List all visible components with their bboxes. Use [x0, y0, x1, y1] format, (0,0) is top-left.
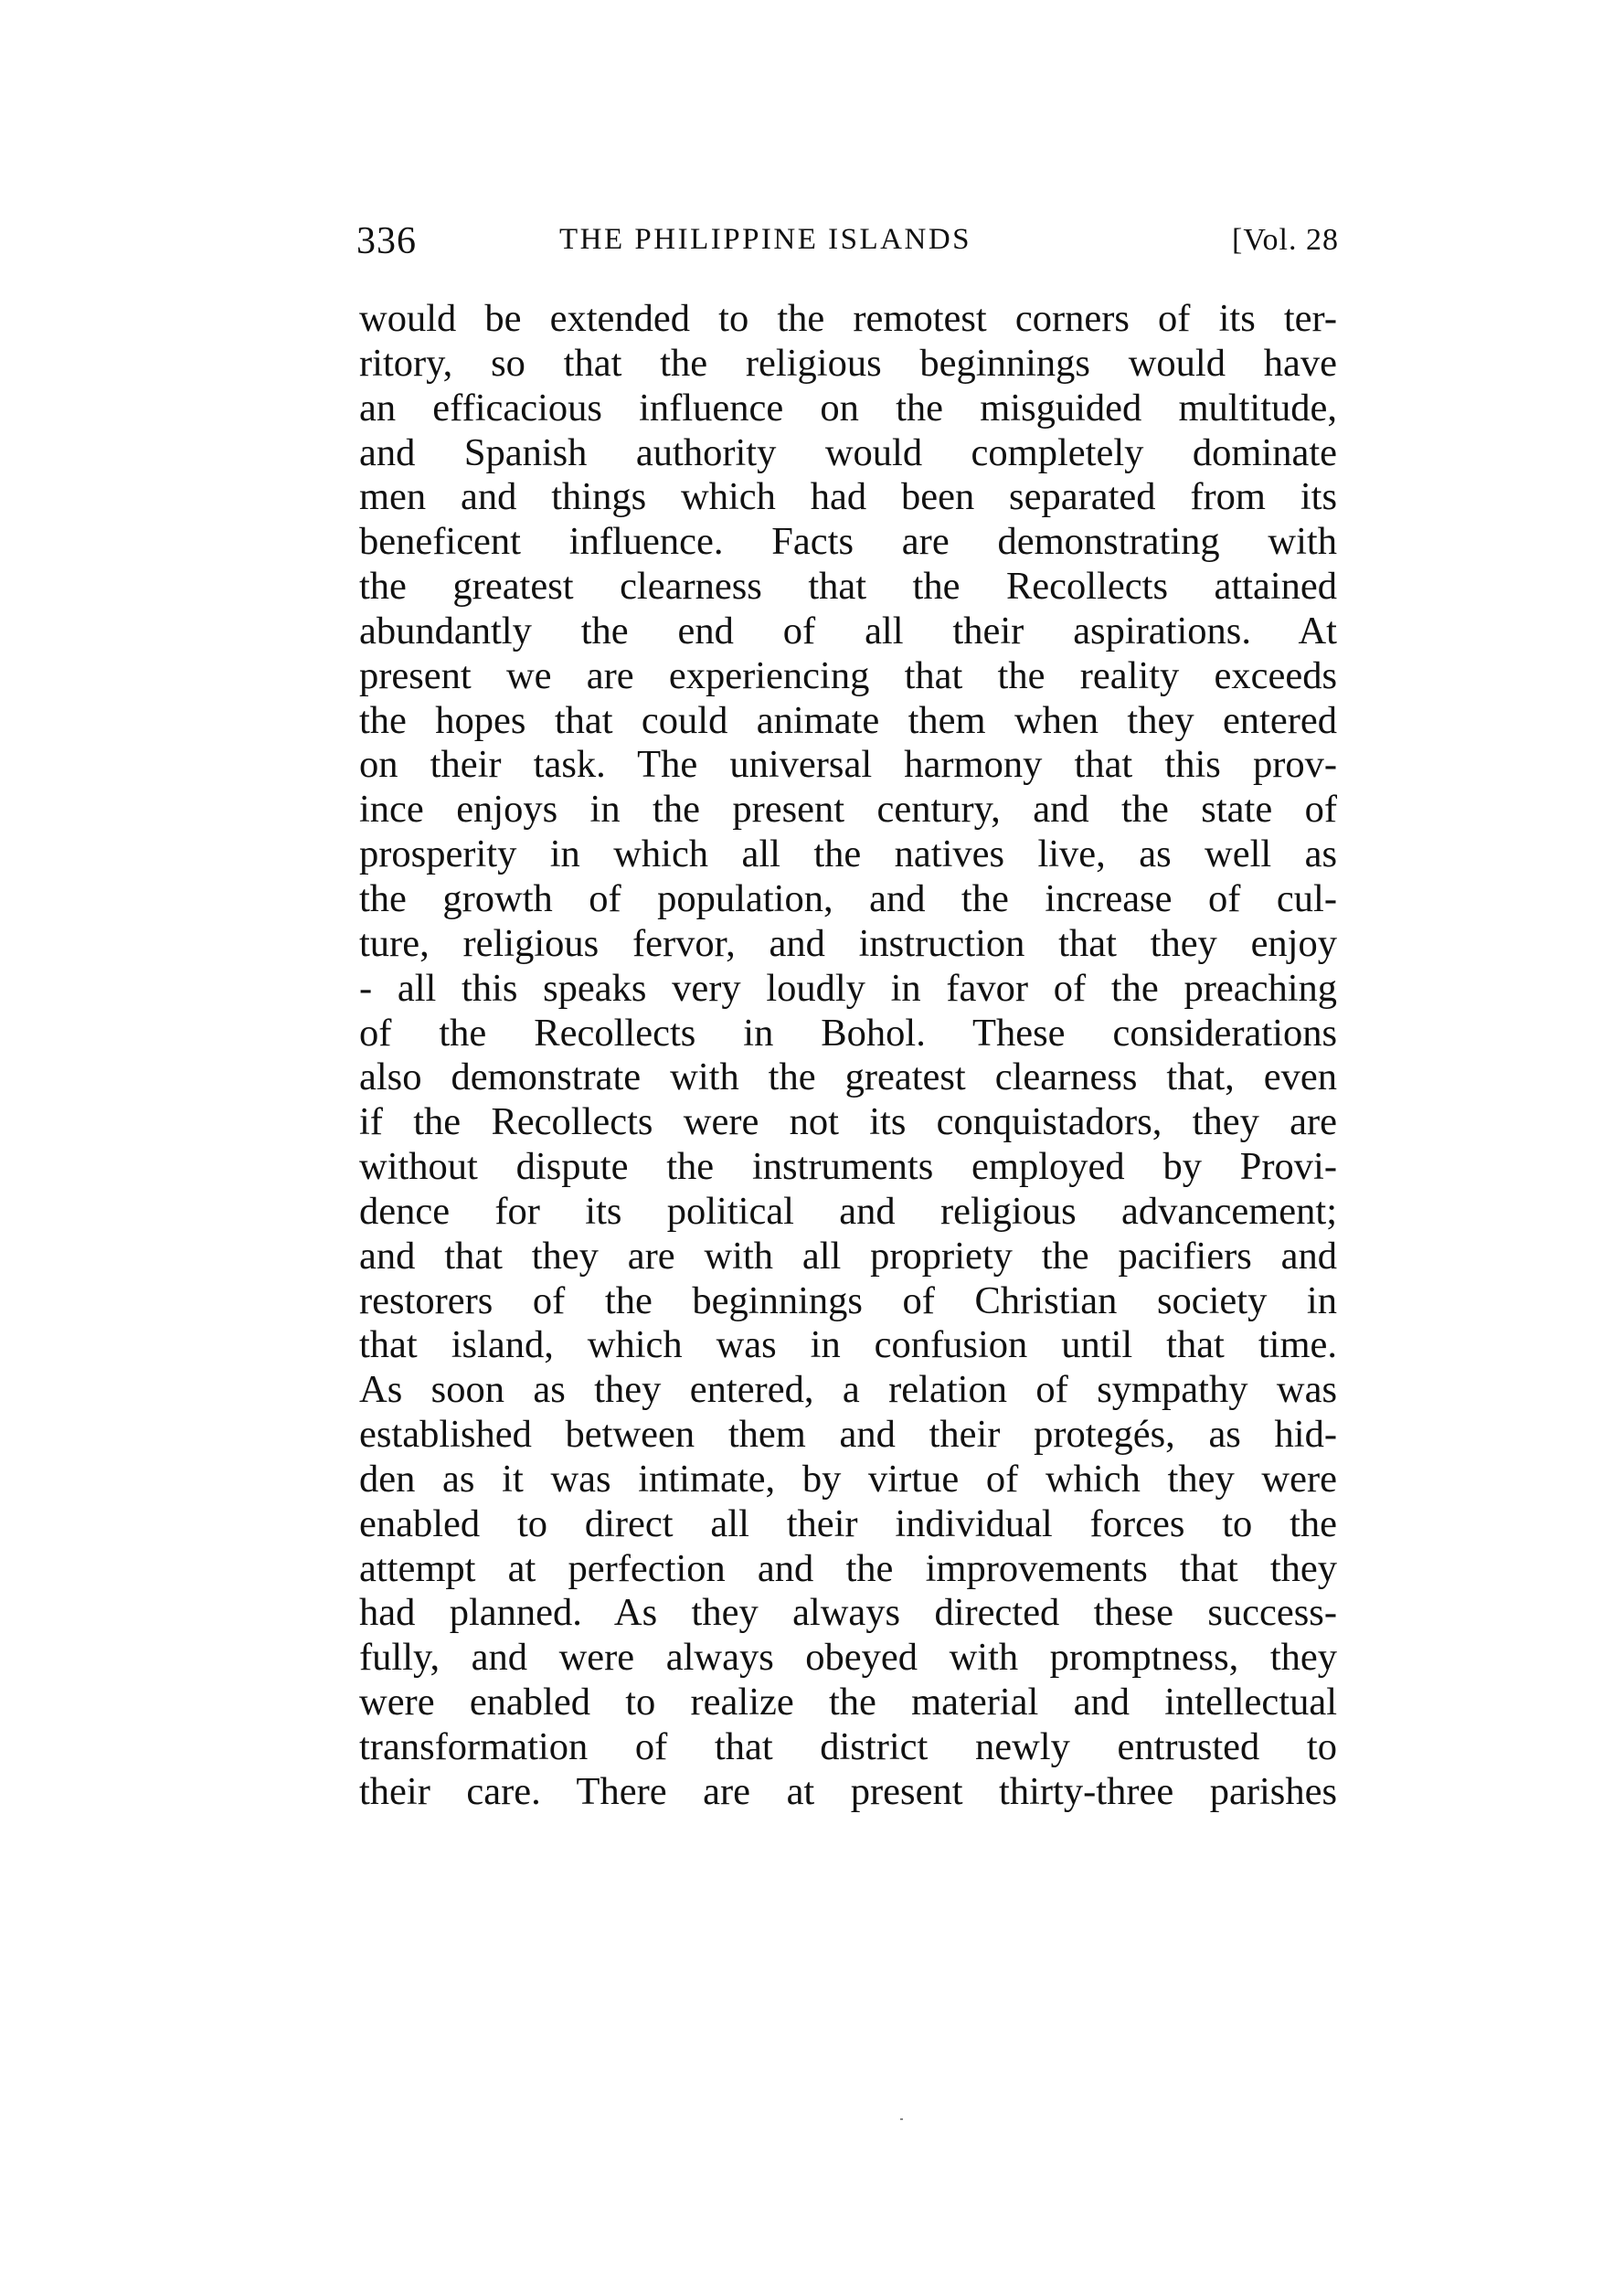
text-line: enabled to direct all their individual forces to the — [359, 1501, 1337, 1545]
text-line: would be extended to the remotest corners of its ter- — [359, 297, 1337, 340]
text-line: ince enjoys in the present century, and the state of — [359, 788, 1337, 832]
text-line: and Spanish authority would completely dominate — [359, 430, 1337, 474]
text-line: beneficent influence. Facts are demonstrating with — [359, 520, 1337, 564]
text-line: attempt at perfection and the improvements that they — [359, 1546, 1337, 1590]
text-line: of the Recollects in Bohol. These considerations — [359, 1011, 1337, 1055]
body-text — [359, 297, 1337, 1815]
scan-speck — [900, 2118, 903, 2120]
text-line: had planned. As they always directed these success- — [359, 1591, 1337, 1635]
text-line: ritory, so that the religious beginnings would have — [359, 341, 1337, 385]
text-line: the hopes that could animate them when they entered — [359, 698, 1337, 742]
text-line: the greatest clearness that the Recollects attained — [359, 565, 1337, 609]
running-head — [356, 219, 1339, 265]
text-line: on their task. The universal harmony that this prov- — [359, 743, 1337, 787]
text-line: men and things which had been separated from its — [359, 475, 1337, 519]
text-line: established between them and their protegés, as hid- — [359, 1413, 1337, 1457]
text-line: abundantly the end of all their aspirations. At — [359, 609, 1337, 652]
text-line: that island, which was in confusion until that time. — [359, 1323, 1337, 1367]
text-line: fully, and were always obeyed with promptness, they — [359, 1636, 1337, 1680]
volume-label: [Vol. 28 — [1232, 223, 1339, 257]
text-line: dence for its political and religious advancement; — [359, 1189, 1337, 1233]
text-line: - all this speaks very loudly in favor of the preaching — [359, 966, 1337, 1010]
text-line: transformation of that district newly entrusted to — [359, 1725, 1337, 1768]
text-line: if the Recollects were not its conquistadors, they are — [359, 1100, 1337, 1144]
text-line: without dispute the instruments employed by Provi- — [359, 1145, 1337, 1189]
text-line: and that they are with all propriety the pacifiers and — [359, 1234, 1337, 1278]
text-line: As soon as they entered, a relation of sympathy was — [359, 1368, 1337, 1412]
text-line: restorers of the beginnings of Christian society in — [359, 1278, 1337, 1322]
text-line: ture, religious fervor, and instruction that they enjoy — [359, 921, 1337, 965]
text-line: their care. There are at present thirty-three parishes — [359, 1769, 1337, 1813]
page-number: 336 — [356, 220, 417, 262]
book-title: THE PHILIPPINE ISLANDS — [559, 223, 971, 256]
text-line: were enabled to realize the material and intellectual — [359, 1681, 1337, 1724]
text-line: den as it was intimate, by virtue of which they were — [359, 1457, 1337, 1501]
text-line: present we are experiencing that the reality exceeds — [359, 653, 1337, 697]
text-line: the growth of population, and the increase of cul- — [359, 876, 1337, 920]
text-line: also demonstrate with the greatest clearness that, even — [359, 1055, 1337, 1099]
text-line: an efficacious influence on the misguided multitude, — [359, 386, 1337, 430]
text-line: prosperity in which all the natives live, as well as — [359, 833, 1337, 876]
